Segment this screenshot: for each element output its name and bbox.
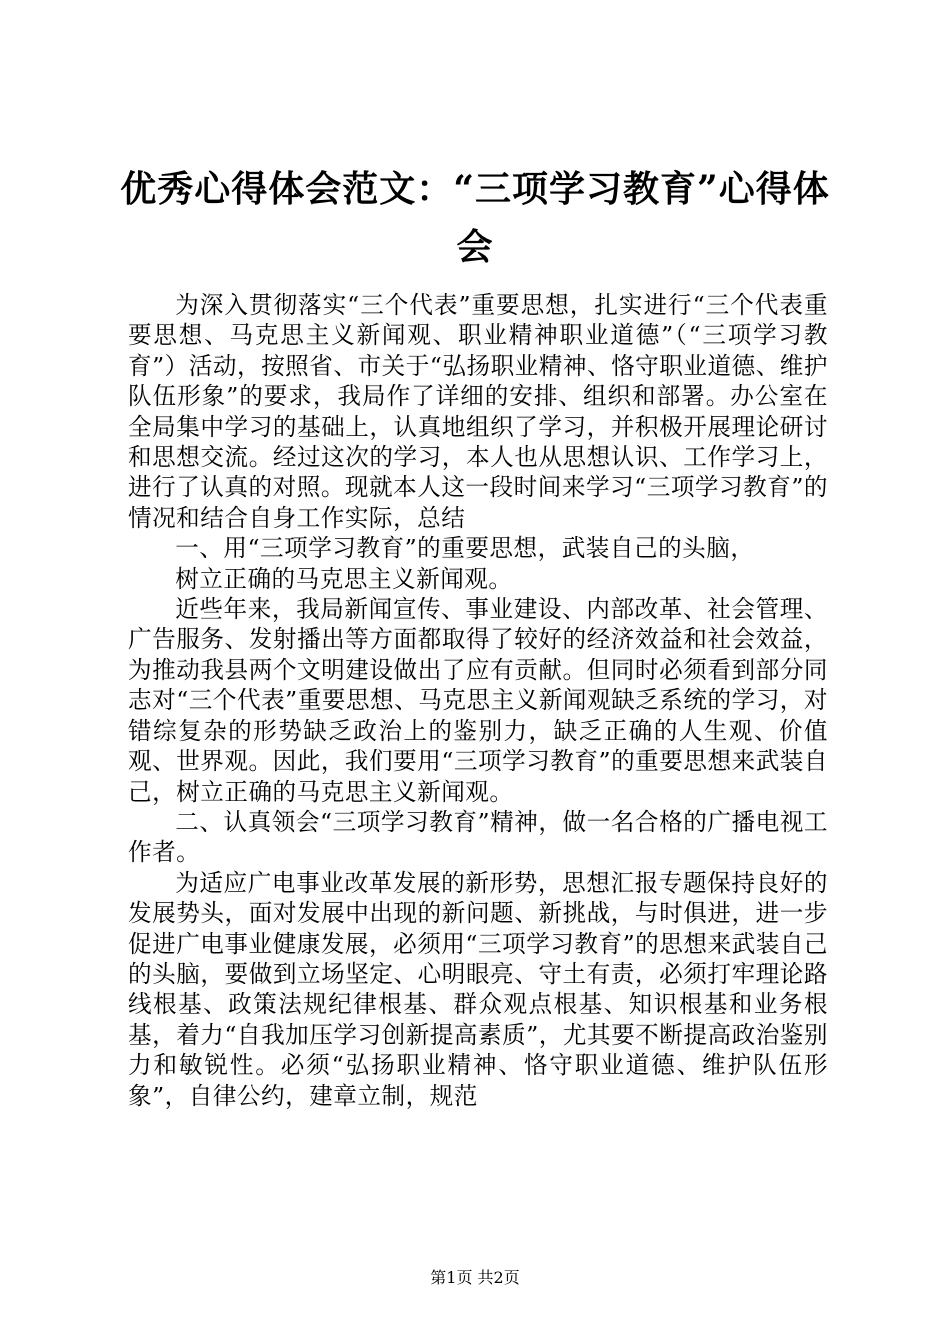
document-body — [128, 290, 828, 1111]
section-heading-1: 一、用“三项学习教育”的重要思想，武装自己的头脑， — [175, 534, 755, 563]
paragraph-section-2: 为适应广电事业改革发展的新形势，思想汇报专题保持良好的发展势头，面对发展中出现的新问题、新挑战，与时俱进，进一步促进广电事业健康发展，必须用“三项学习教育”的思想来武装自己的头脑，要做到立场坚定、心明眼亮、守土有责，必须打牢理论路线根基、政策法规纪律根基、群众观点根基、知识根基和业务根基，着力“自我加压学习创新提高素质”，尤其要不断提高政治鉴别力和敏锐性。必须“弘扬职业精神、恪守职业道德、维护队伍形象”，自律公约，建章立制，规范 — [128, 868, 828, 1110]
document-title: 优秀心得体会范文：“三项学习教育”心得体会 — [120, 168, 830, 268]
paragraph-intro: 为深入贯彻落实“三个代表”重要思想，扎实进行“三个代表重要思想、马克思主义新闻观、职业精神职业道德”（“三项学习教育”）活动，按照省、市关于“弘扬职业精神、恪守职业道德、维护队伍形象”的要求，我局作了详细的安排、组织和部署。办公室在全局集中学习的基础上，认真地组织了学习，并积极开展理论研讨和思想交流。经过这次的学习，本人也从思想认识、工作学习上，进行了认真的对照。现就本人这一段时间来学习“三项学习教育”的情况和结合自身工作实际，总结 — [128, 291, 828, 532]
section-heading-2: 二、认真领会“三项学习教育”精神，做一名合格的广播电视工作者。 — [128, 807, 828, 867]
page-number-footer: 第1页 共2页 — [430, 1268, 520, 1287]
paragraph-section-1: 近些年来，我局新闻宣传、事业建设、内部改革、社会管理、广告服务、发射播出等方面都取得了较好的经济效益和社会效益，为推动我县两个文明建设做出了应有贡献。但同时必须看到部分同志对“三个代表”重要思想、马克思主义新闻观缺乏系统的学习，对错综复杂的形势缺乏政治上的鉴别力，缺乏正确的人生观、价值观、世界观。因此，我们要用“三项学习教育”的重要思想来武装自己，树立正确的马克思主义新闻观。 — [128, 595, 828, 806]
section-heading-1-continued: 树立正确的马克思主义新闻观。 — [175, 564, 513, 593]
